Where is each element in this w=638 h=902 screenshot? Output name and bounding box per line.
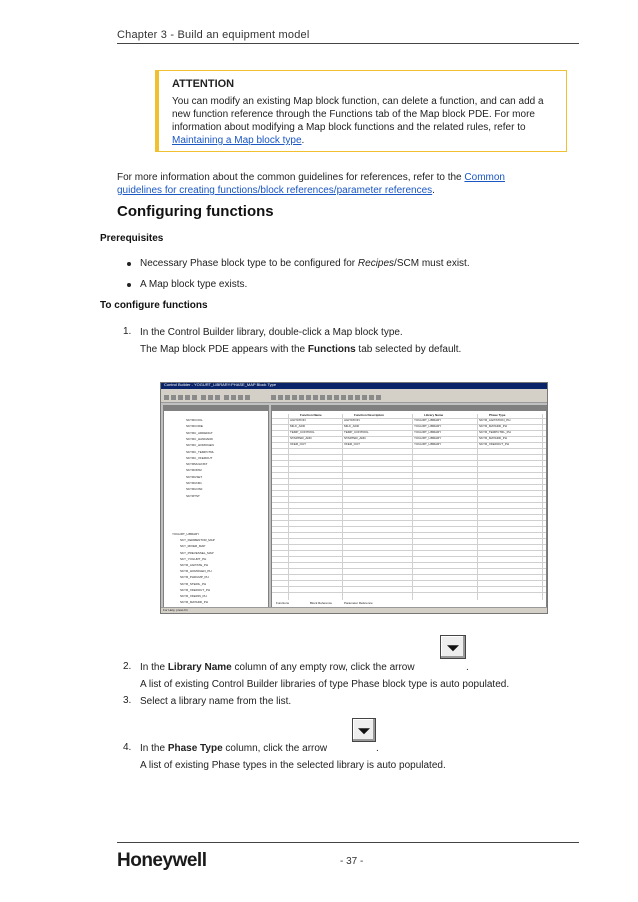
window-title: Control Builder - YOGURT_LIBRARY:PHASE_MAP Block Type	[164, 382, 277, 387]
toolbar-icon	[355, 395, 360, 400]
tree-item: SKY_YOGURT_PH	[180, 556, 207, 561]
prereq-text: Necessary Phase block type to be configured for	[140, 258, 358, 269]
tree-item: SKYR_STERIL_PH	[180, 581, 207, 586]
step4-text	[140, 742, 327, 755]
step2-text	[140, 661, 415, 674]
attention-body	[172, 95, 562, 147]
grid-line	[272, 472, 546, 473]
toolbar-icon	[320, 395, 325, 400]
step4-post: column, click the arrow	[222, 743, 328, 754]
grid-line	[412, 414, 413, 600]
grid-line	[272, 484, 546, 485]
prereq-item-1	[140, 257, 470, 270]
toolbar-icon	[313, 395, 318, 400]
grid-line	[288, 414, 289, 600]
step4-pre: In the	[140, 743, 168, 754]
grid-line	[272, 526, 546, 527]
grid-line	[272, 592, 546, 593]
toolbar-icon	[334, 395, 339, 400]
intro-period: .	[432, 185, 435, 196]
grid-column-header: Function Name	[300, 413, 322, 417]
prerequisites-heading: Prerequisites	[100, 233, 164, 244]
page-number: - 37 -	[340, 856, 364, 867]
step1-sub	[140, 343, 461, 356]
status-bar	[161, 607, 547, 613]
grid-line	[272, 544, 546, 545]
tree-item: SKYR_PHDUMP_PH	[180, 575, 209, 580]
toolbar-icon	[306, 395, 311, 400]
grid-line	[272, 496, 546, 497]
grid-line	[272, 520, 546, 521]
phase-type-label: Phase Type	[167, 743, 223, 754]
toolbar-icon	[278, 395, 283, 400]
step2-post: column of any empty row, click the arrow	[231, 662, 415, 673]
library-tree-pane	[163, 405, 269, 609]
tree-item: SKYRCOOL	[186, 418, 203, 422]
grid-pane-title	[272, 406, 546, 411]
toolbar-icon	[192, 395, 197, 400]
grid-cell: TEMP_CONTROL	[344, 430, 369, 434]
grid-cell: XFER_OUT	[344, 442, 361, 446]
prereq-item-2: A Map block type exists.	[140, 279, 248, 290]
bullet	[127, 283, 131, 287]
dropdown-arrow-icon[interactable]	[440, 635, 466, 659]
step-number: 4.	[123, 742, 132, 753]
grid-tab: Parameter Reference	[344, 601, 373, 605]
tree-item: SKYR_HOMOGEN_PH	[180, 569, 212, 574]
toolbar-icon	[208, 395, 213, 400]
grid-column-header: Phase Type	[489, 413, 506, 417]
grid-cell: YOGURT_LIBRARY	[414, 424, 442, 428]
toolbar-icon	[231, 395, 236, 400]
grid-line	[272, 574, 546, 575]
grid-line	[272, 568, 546, 569]
step-number: 1.	[123, 326, 132, 337]
tree-item: SKYRC_HOMOGEN	[186, 443, 214, 448]
toolbar-icon	[369, 395, 374, 400]
toolbar-icon	[362, 395, 367, 400]
step3-text: Select a library name from the list.	[140, 696, 292, 707]
toolbar-icon	[238, 395, 243, 400]
function-grid-pane	[271, 405, 547, 609]
tree-item: SKYRUSET	[186, 474, 203, 479]
toolbar-icon	[178, 395, 183, 400]
grid-cell: AGITATION	[344, 418, 360, 422]
grid-line	[272, 514, 546, 515]
tree-item: SKYR_XFERIN_PH	[180, 594, 207, 598]
status-text: For Help, press F1	[163, 608, 188, 612]
grid-line	[272, 460, 546, 461]
toolbar-icon	[285, 395, 290, 400]
intro-paragraph	[117, 171, 547, 197]
toolbar-icon	[327, 395, 332, 400]
grid-cell: YOGURT_LIBRARY	[414, 442, 442, 446]
tree-item: SKYROP02	[186, 468, 202, 473]
bullet	[127, 262, 131, 266]
grid-tab: Functions	[276, 601, 290, 605]
grid-line	[542, 414, 543, 600]
grid-line	[272, 466, 546, 467]
grid-cell: STARTER_ADD	[290, 436, 312, 440]
grid-cell: XFER_OUT	[290, 442, 307, 446]
tree-pane-title	[164, 406, 268, 411]
common-guidelines-link-cont[interactable]: guidelines for creating functions/block references/parameter references	[117, 185, 433, 196]
step1-sub-post: tab selected by default.	[355, 344, 462, 355]
grid-tab: Block Reference	[310, 601, 333, 605]
control-builder-screenshot	[160, 382, 548, 614]
grid-cell: YOGURT_LIBRARY	[414, 418, 442, 422]
attention-period: .	[301, 135, 305, 146]
step2-pre: In the	[140, 662, 168, 673]
toolbar-icon	[201, 395, 206, 400]
grid-column-header: Function Description	[354, 413, 384, 417]
grid-cell: SKYR_TEMPCTRL_PH	[479, 430, 511, 434]
tree-item: SKYR_XFEROUT_PH	[180, 587, 211, 592]
grid-cell: SKYR_AGITATION_PH	[479, 418, 511, 422]
grid-line	[272, 538, 546, 539]
step2-period: .	[466, 662, 469, 673]
grid-line	[272, 478, 546, 479]
section-title: Configuring functions	[117, 203, 274, 220]
tree-item: SKYRCODE	[186, 424, 203, 429]
step-number: 2.	[123, 661, 132, 672]
functions-label: Functions	[307, 344, 356, 355]
tree-item: SKYRC_XFEROUT	[186, 455, 213, 460]
grid-line	[477, 414, 478, 600]
tree-item: SKYRC_TEMPCTRL	[186, 449, 215, 454]
tree-item: SKYR_AGITATE_PH	[180, 563, 209, 567]
footer-divider	[117, 842, 579, 843]
tree-item: SKYRUOS0	[186, 487, 203, 492]
toolbar-icon	[185, 395, 190, 400]
maintaining-map-block-link[interactable]: Maintaining a Map block type	[172, 135, 302, 146]
honeywell-logo: Honeywell	[117, 850, 207, 871]
grid-line	[272, 562, 546, 563]
tree-item: SKYRMULINST	[186, 462, 208, 467]
grid-cell: SKYR_MATADD_PH	[479, 436, 507, 440]
grid-line	[272, 448, 546, 449]
tree-item: SKYRC_ADDEDGT	[186, 430, 213, 435]
chapter-header: Chapter 3 - Build an equipment model	[117, 29, 310, 41]
grid-cell: SKYR_XFEROUT_PH	[479, 442, 510, 446]
step1-sub-text: The Map block PDE appears with the	[140, 344, 308, 355]
toolbar-icon	[215, 395, 220, 400]
attention-title: ATTENTION	[172, 78, 235, 90]
header-divider	[117, 43, 579, 44]
toolbar-icon	[348, 395, 353, 400]
grid-line	[272, 454, 546, 455]
toolbar-icon	[164, 395, 169, 400]
grid-line	[272, 550, 546, 551]
tree-item: SKYRTST	[186, 493, 200, 498]
toolbar-icon	[341, 395, 346, 400]
intro-text: For more information about the common guidelines for references, refer to the	[117, 172, 462, 183]
step4-sub: A list of existing Phase types in the selected library is auto populated.	[140, 760, 446, 771]
library-name-label: Library Name	[167, 662, 232, 673]
toolbar-icon	[224, 395, 229, 400]
toolbar	[161, 394, 547, 403]
grid-line	[272, 586, 546, 587]
toolbar-icon	[299, 395, 304, 400]
tree-item: SKY_FERMENTOR_MAP	[180, 538, 215, 543]
grid-line	[272, 502, 546, 503]
dropdown-arrow-icon[interactable]	[352, 718, 376, 742]
grid-column-header: Library Name	[424, 413, 444, 417]
grid-cell: YOGURT_LIBRARY	[414, 436, 442, 440]
common-guidelines-link[interactable]: Common	[464, 172, 505, 183]
toolbar-icon	[376, 395, 381, 400]
grid-line	[272, 532, 546, 533]
tree-item: SKY_PREVESSEL_MAP	[180, 550, 214, 555]
grid-line	[272, 490, 546, 491]
grid-line	[272, 508, 546, 509]
grid-line	[272, 556, 546, 557]
attention-text: You can modify an existing Map block function, can delete a function, and can add a new function reference through the Functions tab of the Map block PDE. For more information about modifying a Map block functions and the related rules, refer to	[172, 96, 544, 133]
grid-cell: MILK_ADD	[290, 424, 306, 428]
grid-line	[272, 580, 546, 581]
grid-cell: STARTER_ADD	[344, 436, 366, 440]
tree-item: YOGURT_LIBRARY	[172, 532, 200, 536]
grid-cell: AGITATION	[290, 418, 306, 422]
grid-cell: SKYR_MATADD_PH	[479, 424, 507, 428]
tree-item: SKYR_MATADD_PH	[180, 600, 208, 605]
toolbar-icon	[171, 395, 176, 400]
step4-period: .	[376, 743, 379, 754]
toolbar-icon	[271, 395, 276, 400]
step-number: 3.	[123, 695, 132, 706]
grid-cell: TEMP_CONTROL	[290, 430, 315, 434]
grid-cell: MILK_ADD	[344, 424, 360, 428]
tree-item: SKYRUN01	[186, 481, 202, 485]
prereq-text-post: /SCM must exist.	[394, 258, 470, 269]
procedure-heading: To configure functions	[100, 300, 208, 311]
step1-text: In the Control Builder library, double-click a Map block type.	[140, 327, 403, 338]
grid-cell: YOGURT_LIBRARY	[414, 430, 442, 434]
step2-sub: A list of existing Control Builder libraries of type Phase block type is auto populated.	[140, 679, 510, 690]
tree-item: SKY_MIXER_MAP	[180, 544, 206, 549]
grid-line	[342, 414, 343, 600]
tree-item: SKYRC_HANDADD	[186, 436, 213, 441]
toolbar-icon	[245, 395, 250, 400]
prereq-em: Recipes	[357, 258, 395, 269]
toolbar-icon	[292, 395, 297, 400]
